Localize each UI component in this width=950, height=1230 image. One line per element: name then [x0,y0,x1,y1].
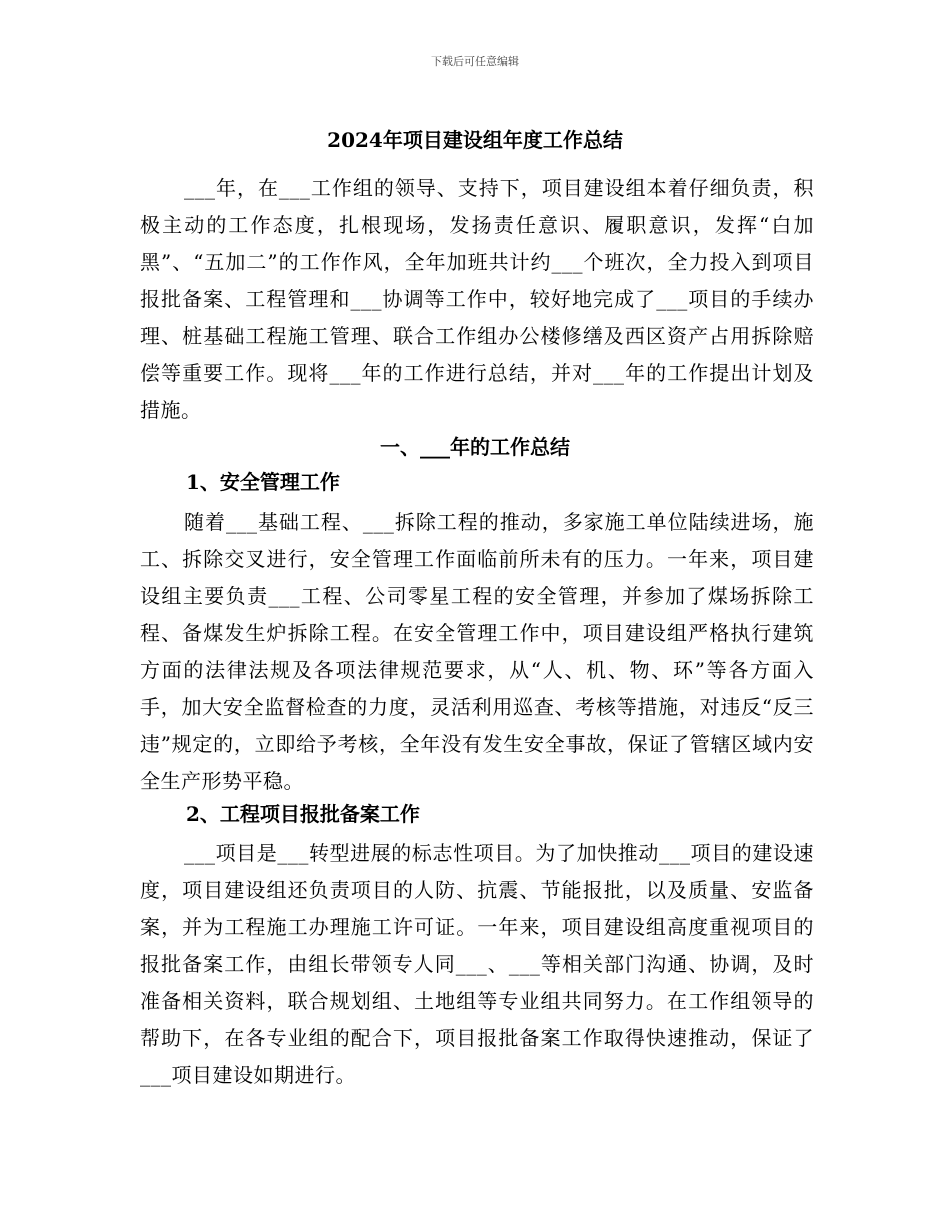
subsection-heading-safety: 1、安全管理工作 [186,470,340,494]
subsection-heading-approval: 2、工程项目报批备案工作 [186,802,420,826]
section-heading: 一、___年的工作总结 [380,435,570,459]
approval-paragraph: ___项目是___转型进展的标志性项目。为了加快推动___项目的建设速度，项目建设组还负责项目的人防、抗震、节能报批，以及质量、安监备案，并为工程施工办理施工许可证。一年来，项目建设组高度重视项目的报批备案工作，由组长带领专人同___、___等相关部门沟通、协调，及时准备相关资料，联合规划组、土地组等专业组共同努力。在工作组领导的帮助下，在各专业组的配合下，项目报批备案工作取得快速推动，保证了___项目建设如期进行。 [140,841,814,1087]
header-note: 下载后可任意编辑 [431,55,519,68]
intro-paragraph: ___年，在___工作组的领导、支持下，项目建设组本着仔细负责，积极主动的工作态度，扎根现场，发扬责任意识、履职意识，发挥“白加黑”、“五加二”的工作作风，全年加班共计约___个班次，全力投入到项目报批备案、工程管理和___协调等工作中，较好地完成了___项目的手续办理、桩基础工程施工管理、联合工作组办公楼修缮及西区资产占用拆除赔偿等重要工作。现将___年的工作进行总结，并对___年的工作提出计划及措施。 [140,176,814,422]
document-title: 2024年项目建设组年度工作总结 [327,128,623,152]
safety-paragraph: 随着___基础工程、___拆除工程的推动，多家施工单位陆续进场，施工、拆除交叉进行，安全管理工作面临前所未有的压力。一年来，项目建设组主要负责___工程、公司零星工程的安全管理，并参加了煤场拆除工程、备煤发生炉拆除工程。在安全管理工作中，项目建设组严格执行建筑方面的法律法规及各项法律规范要求，从“人、机、物、环”等各方面入手，加大安全监督检查的力度，灵活利用巡查、考核等措施，对违反“反三违”规定的，立即给予考核，全年没有发生安全事故，保证了管辖区域内安全生产形势平稳。 [140,510,814,793]
